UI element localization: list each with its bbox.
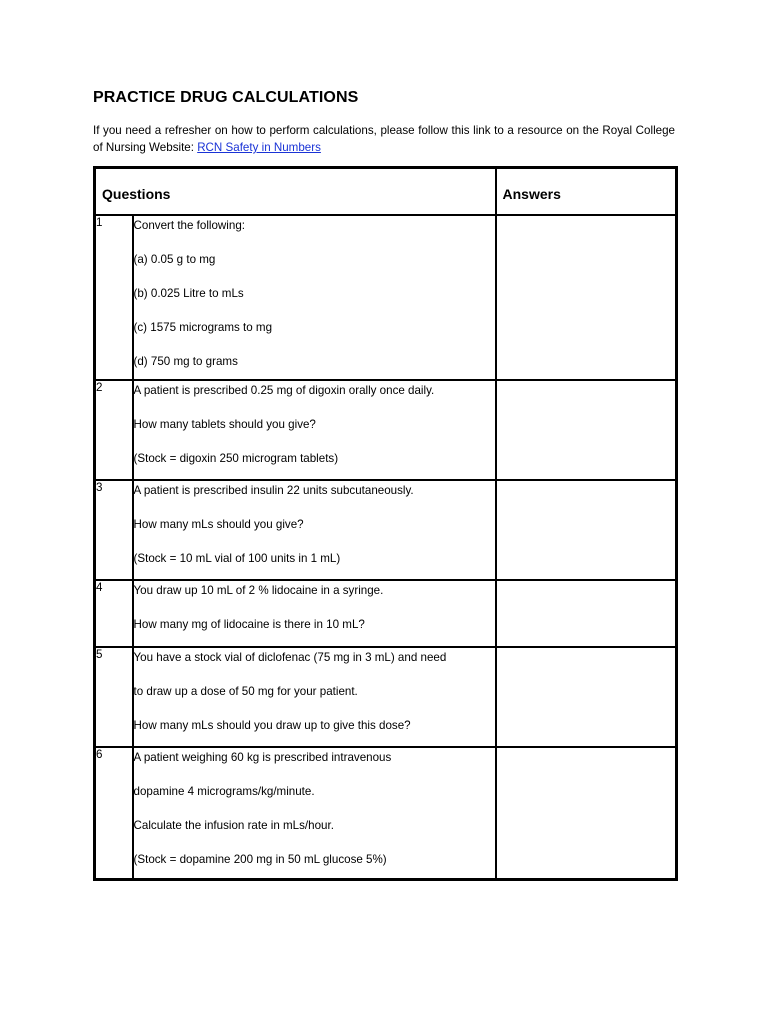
question-row-3 <box>95 480 677 580</box>
question-line: You have a stock vial of diclofenac (75 mg in 3 mL) and need <box>133 650 447 664</box>
question-line: (Stock = digoxin 250 microgram tablets) <box>133 451 339 465</box>
question-number: 4 <box>95 580 133 647</box>
intro-paragraph <box>93 122 675 156</box>
answer-cell[interactable] <box>496 215 677 380</box>
question-text <box>133 380 496 480</box>
answers-header: Answers <box>496 168 677 215</box>
question-line: dopamine 4 micrograms/kg/minute. <box>133 784 315 798</box>
rcn-safety-link[interactable]: RCN Safety in Numbers <box>197 141 321 154</box>
answer-cell[interactable] <box>496 580 677 647</box>
question-row-6 <box>95 747 677 880</box>
question-line: How many mg of lidocaine is there in 10 mL? <box>133 617 365 631</box>
header-row <box>95 168 677 215</box>
question-number: 1 <box>95 215 133 380</box>
question-line: How many tablets should you give? <box>133 417 316 431</box>
question-line: (d) 750 mg to grams <box>133 354 238 368</box>
question-line: Convert the following: <box>133 218 245 232</box>
answer-cell[interactable] <box>496 747 677 880</box>
question-line: (a) 0.05 g to mg <box>133 252 216 266</box>
question-text <box>133 747 496 880</box>
question-line: to draw up a dose of 50 mg for your patient. <box>133 684 358 698</box>
question-line: (b) 0.025 Litre to mLs <box>133 286 244 300</box>
question-line: (Stock = dopamine 200 mg in 50 mL glucose 5%) <box>133 852 387 866</box>
question-text <box>133 480 496 580</box>
question-line: A patient is prescribed 0.25 mg of digoxin orally once daily. <box>133 383 435 397</box>
question-number: 2 <box>95 380 133 480</box>
question-row-1 <box>95 215 677 380</box>
question-text <box>133 580 496 647</box>
answer-cell[interactable] <box>496 647 677 747</box>
question-line: How many mLs should you give? <box>133 517 304 531</box>
questions-table <box>93 166 678 881</box>
intro-text: If you need a refresher on how to perform calculations, please follow this link to a resource on the Royal College of Nursing Website: <box>93 124 675 154</box>
page-title: PRACTICE DRUG CALCULATIONS <box>93 89 359 106</box>
question-line: (c) 1575 micrograms to mg <box>133 320 273 334</box>
question-number: 6 <box>95 747 133 880</box>
answer-cell[interactable] <box>496 380 677 480</box>
question-line: How many mLs should you draw up to give this dose? <box>133 718 411 732</box>
question-number: 5 <box>95 647 133 747</box>
question-line: A patient weighing 60 kg is prescribed intravenous <box>133 750 392 764</box>
question-number: 3 <box>95 480 133 580</box>
question-text <box>133 215 496 380</box>
question-row-2 <box>95 380 677 480</box>
question-line: You draw up 10 mL of 2 % lidocaine in a syringe. <box>133 583 384 597</box>
question-line: (Stock = 10 mL vial of 100 units in 1 mL) <box>133 551 341 565</box>
question-line: Calculate the infusion rate in mLs/hour. <box>133 818 334 832</box>
question-row-4 <box>95 580 677 647</box>
question-text <box>133 647 496 747</box>
question-line: A patient is prescribed insulin 22 units subcutaneously. <box>133 483 414 497</box>
question-row-5 <box>95 647 677 747</box>
answer-cell[interactable] <box>496 480 677 580</box>
questions-header: Questions <box>95 168 496 215</box>
